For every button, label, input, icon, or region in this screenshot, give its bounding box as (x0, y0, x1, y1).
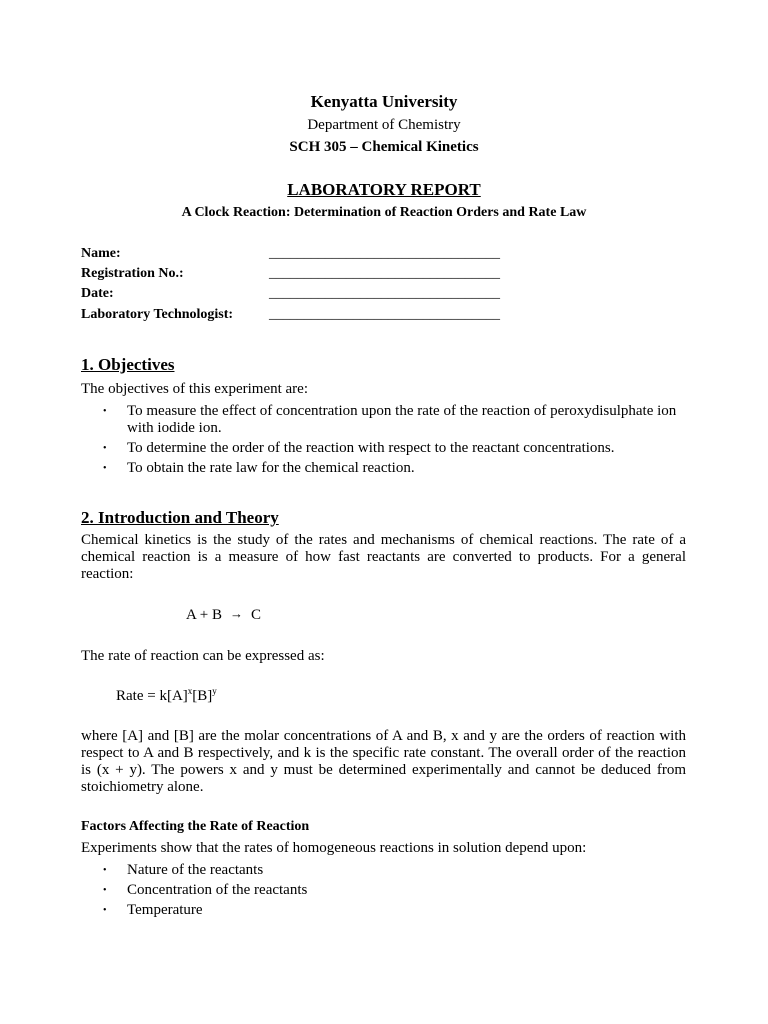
field-label: Date: (81, 286, 114, 301)
list-item-text: To determine the order of the reaction with respect to the reactant concentrations. (127, 440, 615, 456)
registration-field (81, 266, 521, 286)
arrow-icon: → (229, 606, 243, 621)
technologist-field (81, 307, 521, 327)
factors-heading: Factors Affecting the Rate of Reaction (81, 819, 310, 834)
bullet-icon: • (103, 463, 107, 474)
field-label: Registration No.: (81, 266, 184, 281)
name-field (81, 246, 521, 266)
report-title: LABORATORY REPORT (287, 180, 481, 199)
list-item-text: Temperature (127, 902, 203, 918)
bullet-icon: • (103, 905, 107, 916)
rate-law-b-term: [B] (192, 688, 213, 704)
factors-list (81, 862, 686, 922)
field-blank: _________________________________ (269, 246, 500, 261)
rate-expression-intro: The rate of reaction can be expressed as: (81, 648, 325, 664)
objectives-list (81, 403, 686, 480)
field-label: Laboratory Technologist: (81, 307, 234, 322)
list-item (81, 440, 686, 457)
bullet-icon: • (103, 406, 107, 417)
field-blank: _________________________________ (269, 266, 500, 281)
exponent-x: x (187, 686, 193, 696)
rate-law-explanation: where [A] and [B] are the molar concentrations of A and B, x and y are the orders of reaction with respect to A and B respectively, and k is the specific rate constant. The overall order of the reaction is (x + y). The powers x and y must be determined experimentally and cannot be deduced from stoichiometry alone. (81, 728, 686, 795)
reactants: A + B (186, 607, 222, 623)
list-item (81, 882, 686, 899)
bullet-icon: • (103, 885, 107, 896)
field-label: Name: (81, 246, 121, 261)
factors-intro: Experiments show that the rates of homogeneous reactions in solution depend upon: (81, 840, 587, 856)
list-item (81, 460, 686, 477)
list-item-text: Concentration of the reactants (127, 882, 308, 898)
bullet-icon: • (103, 865, 107, 876)
objectives-heading: 1. Objectives (81, 355, 175, 374)
objectives-intro: The objectives of this experiment are: (81, 381, 308, 397)
course-title: SCH 305 – Chemical Kinetics (289, 139, 479, 155)
date-field (81, 286, 521, 306)
general-reaction-equation (186, 606, 261, 624)
list-item (81, 403, 686, 437)
exponent-y: y (212, 686, 217, 696)
department-name: Department of Chemistry (307, 117, 461, 133)
list-item (81, 902, 686, 919)
list-item-text: To measure the effect of concentration upon the rate of the reaction of peroxydisulphate ion with iodide ion. (127, 403, 677, 436)
list-item (81, 862, 686, 879)
product: C (250, 607, 261, 623)
field-blank: _________________________________ (269, 307, 500, 322)
introduction-heading: 2. Introduction and Theory (81, 508, 279, 527)
rate-law-equation (116, 686, 217, 705)
field-blank: _________________________________ (269, 286, 500, 301)
rate-law-prefix: Rate = k[A] (116, 688, 188, 704)
intro-paragraph: Chemical kinetics is the study of the rates and mechanisms of chemical reactions. The rate of a chemical reaction is a measure of how fast reactants are converted to products. For a general reaction: (81, 532, 686, 582)
list-item-text: To obtain the rate law for the chemical reaction. (127, 460, 415, 476)
report-subtitle: A Clock Reaction: Determination of Reaction Orders and Rate Law (181, 205, 587, 220)
list-item-text: Nature of the reactants (127, 862, 264, 878)
bullet-icon: • (103, 443, 107, 454)
university-name: Kenyatta University (310, 92, 458, 111)
